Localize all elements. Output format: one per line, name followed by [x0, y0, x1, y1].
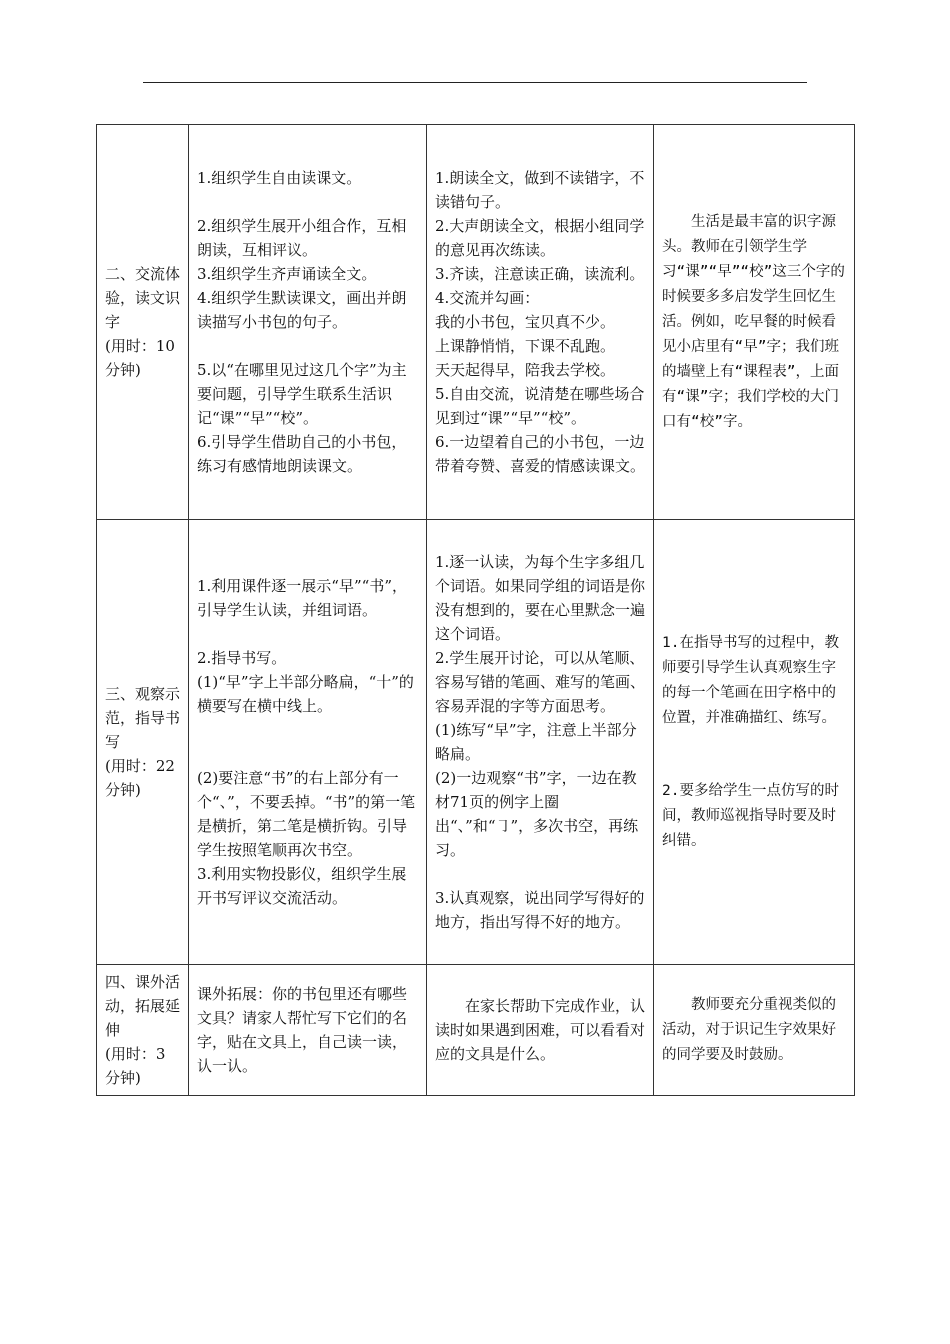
poem-line: 我的小书包，宝贝真不少。	[435, 313, 616, 331]
teacher-step: 5.以“在哪里见过这几个字”为主要问题，引导学生联系生活识记“课”“早”“校”。	[197, 361, 407, 427]
student-step: 5.自由交流，说清楚在哪些场合见到过“课”“早”“校”。	[435, 385, 645, 427]
student-step: 3.齐读，注意读正确，读流利。	[435, 265, 645, 283]
design-note: 2.要多给学生一点仿写的时间，教师巡视指导时要及时纠错。	[662, 782, 839, 849]
student-activity-cell	[427, 520, 654, 965]
design-note: 教师要充分重视类似的活动，对于识记生字效果好的同学要及时鼓励。	[662, 996, 836, 1063]
stage-title: 三、观察示范，指导书写	[105, 685, 181, 751]
stage-title: 二、交流体验，读文识字	[105, 265, 181, 331]
student-step: 6.一边望着自己的小书包，一边带着夸赞、喜爱的情感读课文。	[435, 433, 646, 475]
lesson-plan-table	[96, 124, 855, 1096]
stage-time: (用时：3分钟)	[105, 1045, 166, 1087]
teacher-activity-cell	[189, 125, 427, 520]
student-step: 4.交流并勾画：	[435, 289, 540, 307]
table-row	[97, 125, 855, 520]
student-activity-cell	[427, 125, 654, 520]
poem-line: 上课静悄悄，下课不乱跑。	[435, 337, 616, 355]
teacher-step: 课外拓展：你的书包里还有哪些文具？请家人帮忙写下它们的名字，贴在文具上，自己读一读，认一认。	[197, 985, 408, 1075]
stage-time: (用时：22分钟)	[105, 757, 175, 799]
student-step: 在家长帮助下完成作业，认读时如果遇到困难，可以看看对应的文具是什么。	[435, 997, 646, 1063]
teacher-activity-cell	[189, 520, 427, 965]
teacher-step: 4.组织学生默读课文，画出并朗读描写小书包的句子。	[197, 289, 407, 331]
stage-title: 四、课外活动，拓展延伸	[105, 973, 181, 1039]
design-note-cell	[654, 520, 855, 965]
table-row	[97, 520, 855, 965]
student-step: (2)一边观察“书”字，一边在教材71页的例字上圈出“、”和“㇆”，多次书空，再练习。	[435, 769, 639, 859]
student-step: 3.认真观察，说出同学写得好的地方，指出写得不好的地方。	[435, 889, 645, 931]
teacher-step: 2.组织学生展开小组合作，互相朗读，互相评议。	[197, 217, 407, 259]
design-note-cell	[654, 965, 855, 1096]
student-activity-cell	[427, 965, 654, 1096]
teacher-step: 1.利用课件逐一展示“早”“书”，引导学生认读，并组词语。	[197, 577, 407, 619]
teacher-step: 1.组织学生自由读课文。	[197, 169, 362, 187]
stage-time: (用时：10分钟)	[105, 337, 175, 379]
stage-cell	[97, 125, 189, 520]
teacher-step: 3.组织学生齐声诵读全文。	[197, 265, 377, 283]
table-row	[97, 965, 855, 1096]
design-note-cell	[654, 125, 855, 520]
stage-cell	[97, 520, 189, 965]
teacher-step: 6.引导学生借助自己的小书包，练习有感情地朗读课文。	[197, 433, 407, 475]
student-step: 1.逐一认读，为每个生字多组几个词语。如果同学组的词语是你没有想到的，要在心里默念一遍这个词语。	[435, 553, 646, 643]
teacher-step: (2)要注意“书”的右上部分有一个“、”，不要丢掉。“书”的第一笔是横折，第二笔是横折钩。引导学生按照笔顺再次书空。	[197, 769, 416, 859]
student-step: 2.学生展开讨论，可以从笔顺、容易写错的笔画、难写的笔画、容易弄混的字等方面思考。	[435, 649, 646, 715]
design-note: 1.在指导书写的过程中，教师要引导学生认真观察生字的每一个笔画在田字格中的位置，并准确描红、练写。	[662, 634, 839, 726]
teacher-step: 3.利用实物投影仪，组织学生展开书写评议交流活动。	[197, 865, 407, 907]
poem-line: 天天起得早，陪我去学校。	[435, 361, 616, 379]
student-step: (1)练写“早”字，注意上半部分略扁。	[435, 721, 637, 763]
teacher-step: (1)“早”字上半部分略扁，“十”的横要写在横中线上。	[197, 673, 414, 715]
teacher-step: 2.指导书写。	[197, 649, 287, 667]
stage-cell	[97, 965, 189, 1096]
design-note: 生活是最丰富的识字源头。教师在引领学生学习“课”“早”“校”这三个字的时候要多多启发学生回忆生活。例如，吃早餐的时候看见小店里有“早”字；我们班的墙壁上有“课程表”，上面有“课”字；我们学校的大门口有“校”字。	[662, 213, 845, 430]
student-step: 1.朗读全文，做到不读错字，不读错句子。	[435, 169, 645, 211]
header-rule	[143, 82, 807, 83]
student-step: 2.大声朗读全文，根据小组同学的意见再次练读。	[435, 217, 645, 259]
teacher-activity-cell	[189, 965, 427, 1096]
